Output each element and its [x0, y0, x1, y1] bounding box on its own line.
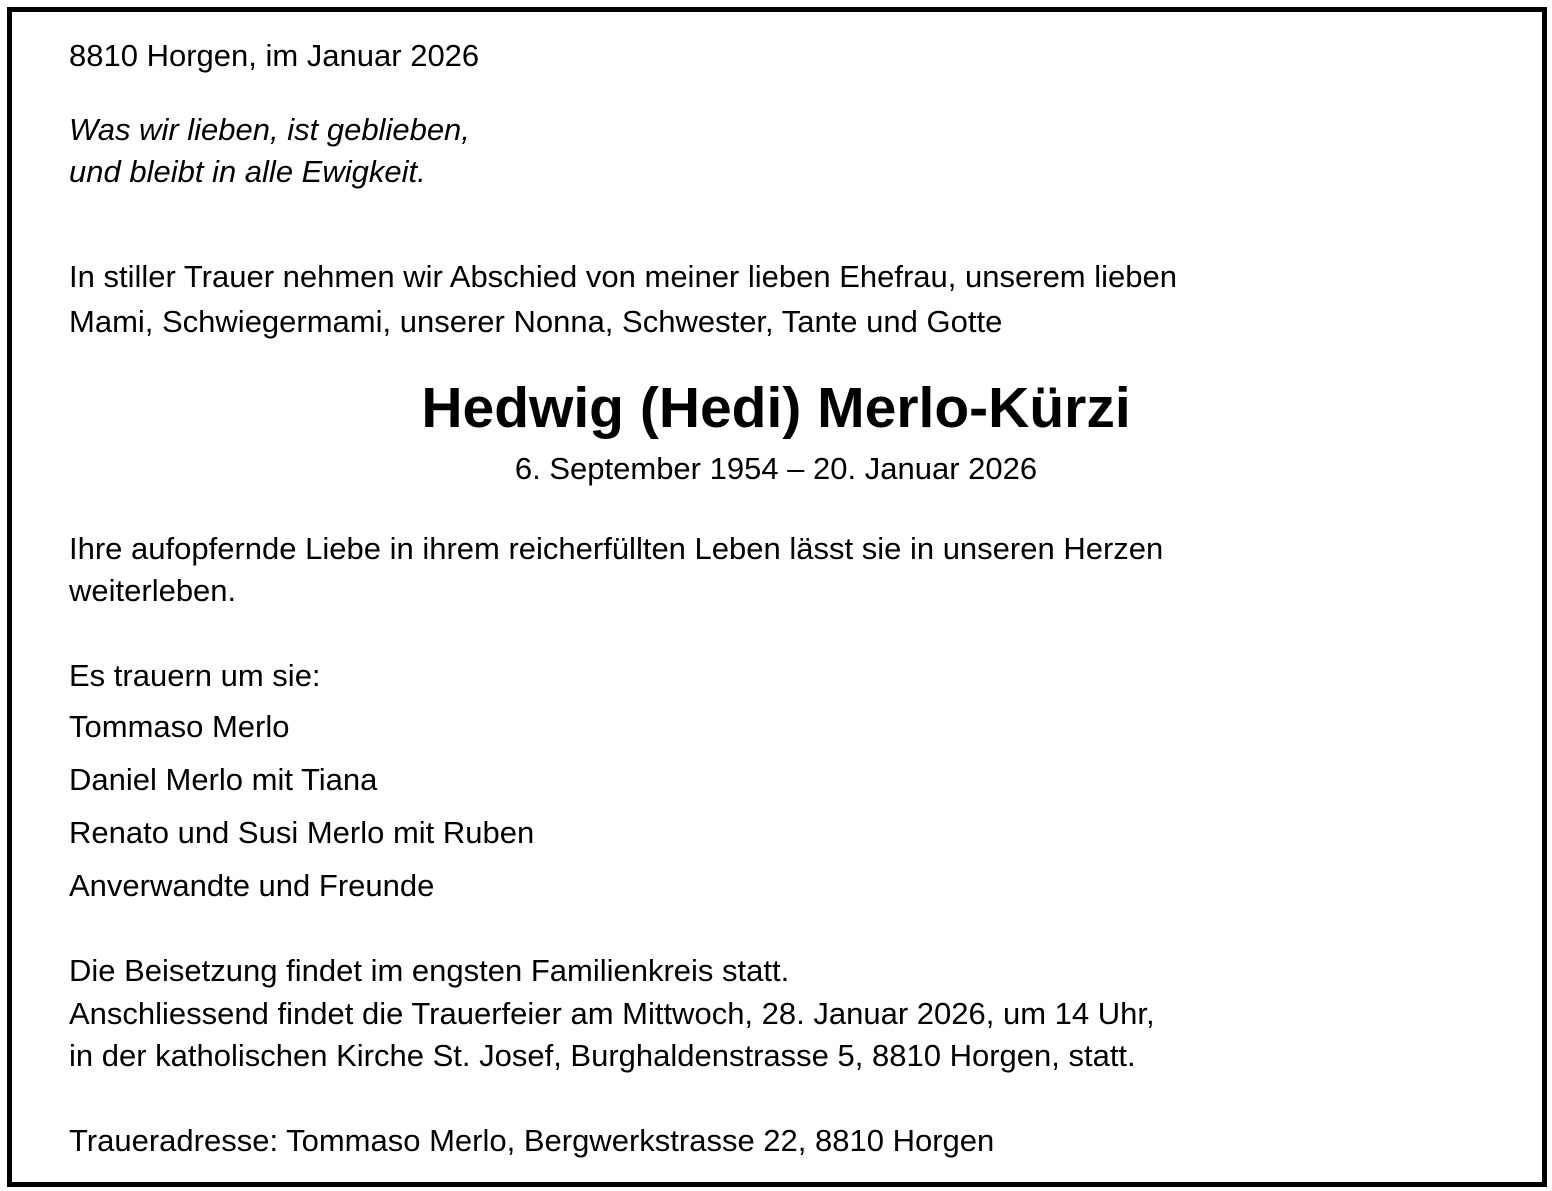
- motto-line-2: und bleibt in alle Ewigkeit.: [69, 154, 426, 189]
- funeral-line-2: Anschliessend findet die Trauerfeier am Mittwoch, 28. Januar 2026, um 14 Uhr,: [69, 996, 1155, 1031]
- funeral-line-3: in der katholischen Kirche St. Josef, Burghaldenstrasse 5, 8810 Horgen, statt.: [69, 1038, 1136, 1073]
- intro-line-1: In stiller Trauer nehmen wir Abschied von meiner lieben Ehefrau, unserem lieben: [69, 259, 1177, 294]
- mourning-address: Traueradresse: Tommaso Merlo, Bergwerkstrasse 22, 8810 Horgen: [69, 1123, 995, 1158]
- deceased-name: Hedwig (Hedi) Merlo-Kürzi: [421, 376, 1131, 440]
- mourner-name: Tommaso Merlo: [69, 709, 290, 744]
- mourners-heading: Es trauern um sie:: [69, 658, 321, 693]
- dateline: 8810 Horgen, im Januar 2026: [69, 38, 480, 73]
- mourner-name: Daniel Merlo mit Tiana: [69, 762, 378, 797]
- mourner-name: Anverwandte und Freunde: [69, 868, 435, 903]
- mourner-name: Renato und Susi Merlo mit Ruben: [69, 815, 535, 850]
- motto-line-1: Was wir lieben, ist geblieben,: [69, 112, 470, 147]
- life-dates: 6. September 1954 – 20. Januar 2026: [514, 451, 1038, 486]
- tribute-line-2: weiterleben.: [69, 573, 237, 608]
- tribute-line-1: Ihre aufopfernde Liebe in ihrem reicherfüllten Leben lässt sie in unseren Herzen: [69, 531, 1164, 566]
- funeral-line-1: Die Beisetzung findet im engsten Familienkreis statt.: [69, 953, 790, 988]
- intro-line-2: Mami, Schwiegermami, unserer Nonna, Schwester, Tante und Gotte: [69, 304, 1003, 339]
